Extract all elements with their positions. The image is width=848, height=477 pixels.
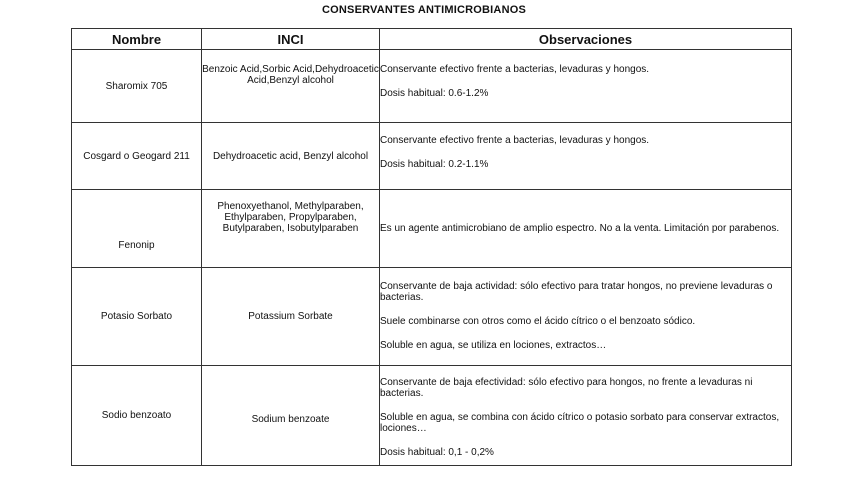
cell-nombre: Sodio benzoato bbox=[72, 366, 202, 466]
cell-observaciones bbox=[380, 190, 792, 268]
obs-line: Suele combinarse con otros como el ácido cítrico o el benzoato sódico. bbox=[380, 316, 696, 327]
cell-nombre: Sharomix 705 bbox=[72, 50, 202, 123]
cell-observaciones bbox=[380, 366, 792, 466]
obs-line: Dosis habitual: 0.6-1.2% bbox=[380, 88, 489, 99]
cell-inci: Phenoxyethanol, Methylparaben, Ethylparaben, Propylparaben, Butylparaben, Isobutylparaben bbox=[202, 190, 380, 268]
cell-nombre: Fenonip bbox=[72, 190, 202, 268]
cell-observaciones bbox=[380, 268, 792, 366]
obs-line: Conservante de baja efectividad: sólo efectivo para hongos, no frente a levaduras ni bacterias. bbox=[380, 377, 753, 399]
table-row bbox=[72, 123, 792, 190]
cell-inci: Potassium Sorbate bbox=[202, 268, 380, 366]
table-row bbox=[72, 50, 792, 123]
header-observaciones: Observaciones bbox=[380, 29, 792, 50]
cell-observaciones bbox=[380, 123, 792, 190]
obs-line: Dosis habitual: 0,1 - 0,2% bbox=[380, 447, 494, 458]
obs-line: Conservante efectivo frente a bacterias, levaduras y hongos. bbox=[380, 64, 650, 75]
obs-line: Conservante efectivo frente a bacterias, levaduras y hongos. bbox=[380, 135, 650, 146]
obs-line: Soluble en agua, se combina con ácido cítrico o potasio sorbato para conservar extractos, lociones… bbox=[380, 412, 780, 434]
header-inci: INCI bbox=[202, 29, 380, 50]
cell-nombre: Cosgard o Geogard 211 bbox=[72, 123, 202, 190]
obs-line: Conservante de baja actividad: sólo efectivo para tratar hongos, no previene levaduras o bacterias. bbox=[380, 281, 773, 303]
obs-line: Dosis habitual: 0.2-1.1% bbox=[380, 159, 489, 170]
preservatives-table bbox=[71, 28, 792, 466]
table-header-row bbox=[72, 29, 792, 50]
cell-nombre: Potasio Sorbato bbox=[72, 268, 202, 366]
table-row bbox=[72, 190, 792, 268]
table-row bbox=[72, 366, 792, 466]
cell-inci: Sodium benzoate bbox=[202, 366, 380, 466]
header-nombre: Nombre bbox=[72, 29, 202, 50]
table-row bbox=[72, 268, 792, 366]
cell-inci: Benzoic Acid,Sorbic Acid,Dehydroacetic Acid,Benzyl alcohol bbox=[202, 50, 380, 123]
document-title: CONSERVANTES ANTIMICROBIANOS bbox=[321, 4, 527, 16]
cell-inci: Dehydroacetic acid, Benzyl alcohol bbox=[202, 123, 380, 190]
obs-line: Es un agente antimicrobiano de amplio espectro. No a la venta. Limitación por parabenos. bbox=[380, 223, 780, 234]
obs-line: Soluble en agua, se utiliza en lociones, extractos… bbox=[380, 340, 607, 351]
cell-observaciones bbox=[380, 50, 792, 123]
